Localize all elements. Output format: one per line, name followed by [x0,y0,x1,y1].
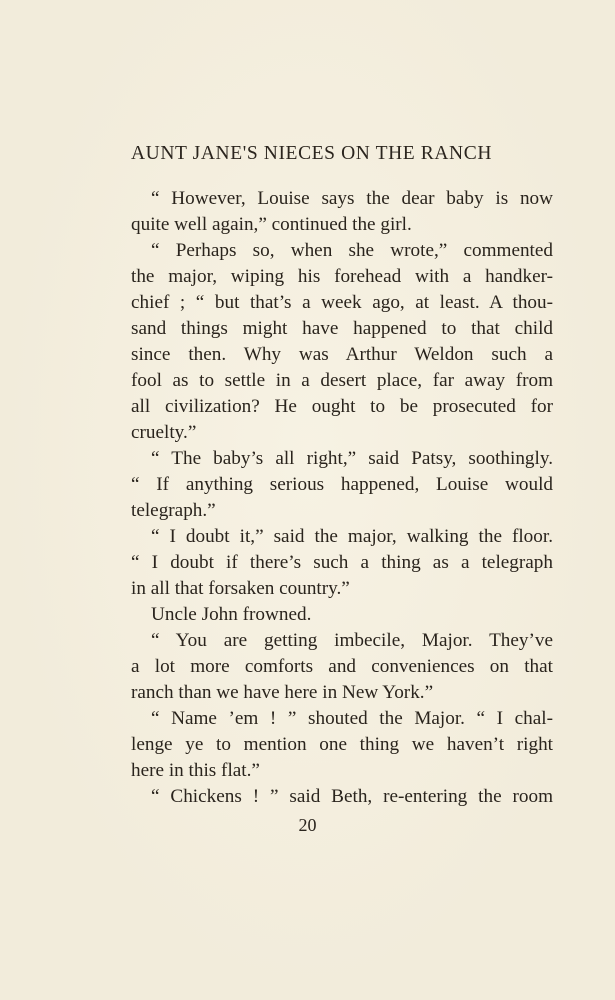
text-line: “ Perhaps so, when she wrote,” commented [151,240,553,261]
text-line: ranch than we have here in New York.” [131,682,434,703]
text-line: sand things might have happened to that child [131,318,553,339]
text-line: “ Chickens ! ” said Beth, re-entering the room [151,786,553,807]
text-line: “ If anything serious happened, Louise would [131,474,553,495]
text-line: a lot more comforts and conveniences on that [131,656,553,677]
text-line: “ I doubt if there’s such a thing as a telegraph [131,552,553,573]
text-line: quite well again,” continued the girl. [131,214,412,235]
page-number: 20 [298,815,317,835]
text-line: since then. Why was Arthur Weldon such a [131,344,553,365]
text-line: lenge ye to mention one thing we haven’t right [131,734,553,755]
text-line: in all that forsaken country.” [131,578,350,599]
running-head: AUNT JANE'S NIECES ON THE RANCH [131,143,493,164]
text-line: fool as to settle in a desert place, far away from [131,370,553,391]
text-line: all civilization? He ought to be prosecuted for [131,396,553,417]
text-line: “ I doubt it,” said the major, walking the floor. [151,526,553,547]
text-line: cruelty.” [131,422,197,443]
text-line: telegraph.” [131,500,216,521]
text-line: “ However, Louise says the dear baby is now [151,188,553,209]
text-line: “ The baby’s all right,” said Patsy, soothingly. [151,448,553,469]
text-line: Uncle John frowned. [151,604,312,625]
text-line: the major, wiping his forehead with a handker- [131,266,553,287]
text-line: chief ; “ but that’s a week ago, at least. A thou- [131,292,553,313]
body-text [131,186,553,810]
text-line: here in this flat.” [131,760,260,781]
text-line: “ You are getting imbecile, Major. They’ve [151,630,553,651]
text-line: “ Name ’em ! ” shouted the Major. “ I chal- [151,708,553,729]
